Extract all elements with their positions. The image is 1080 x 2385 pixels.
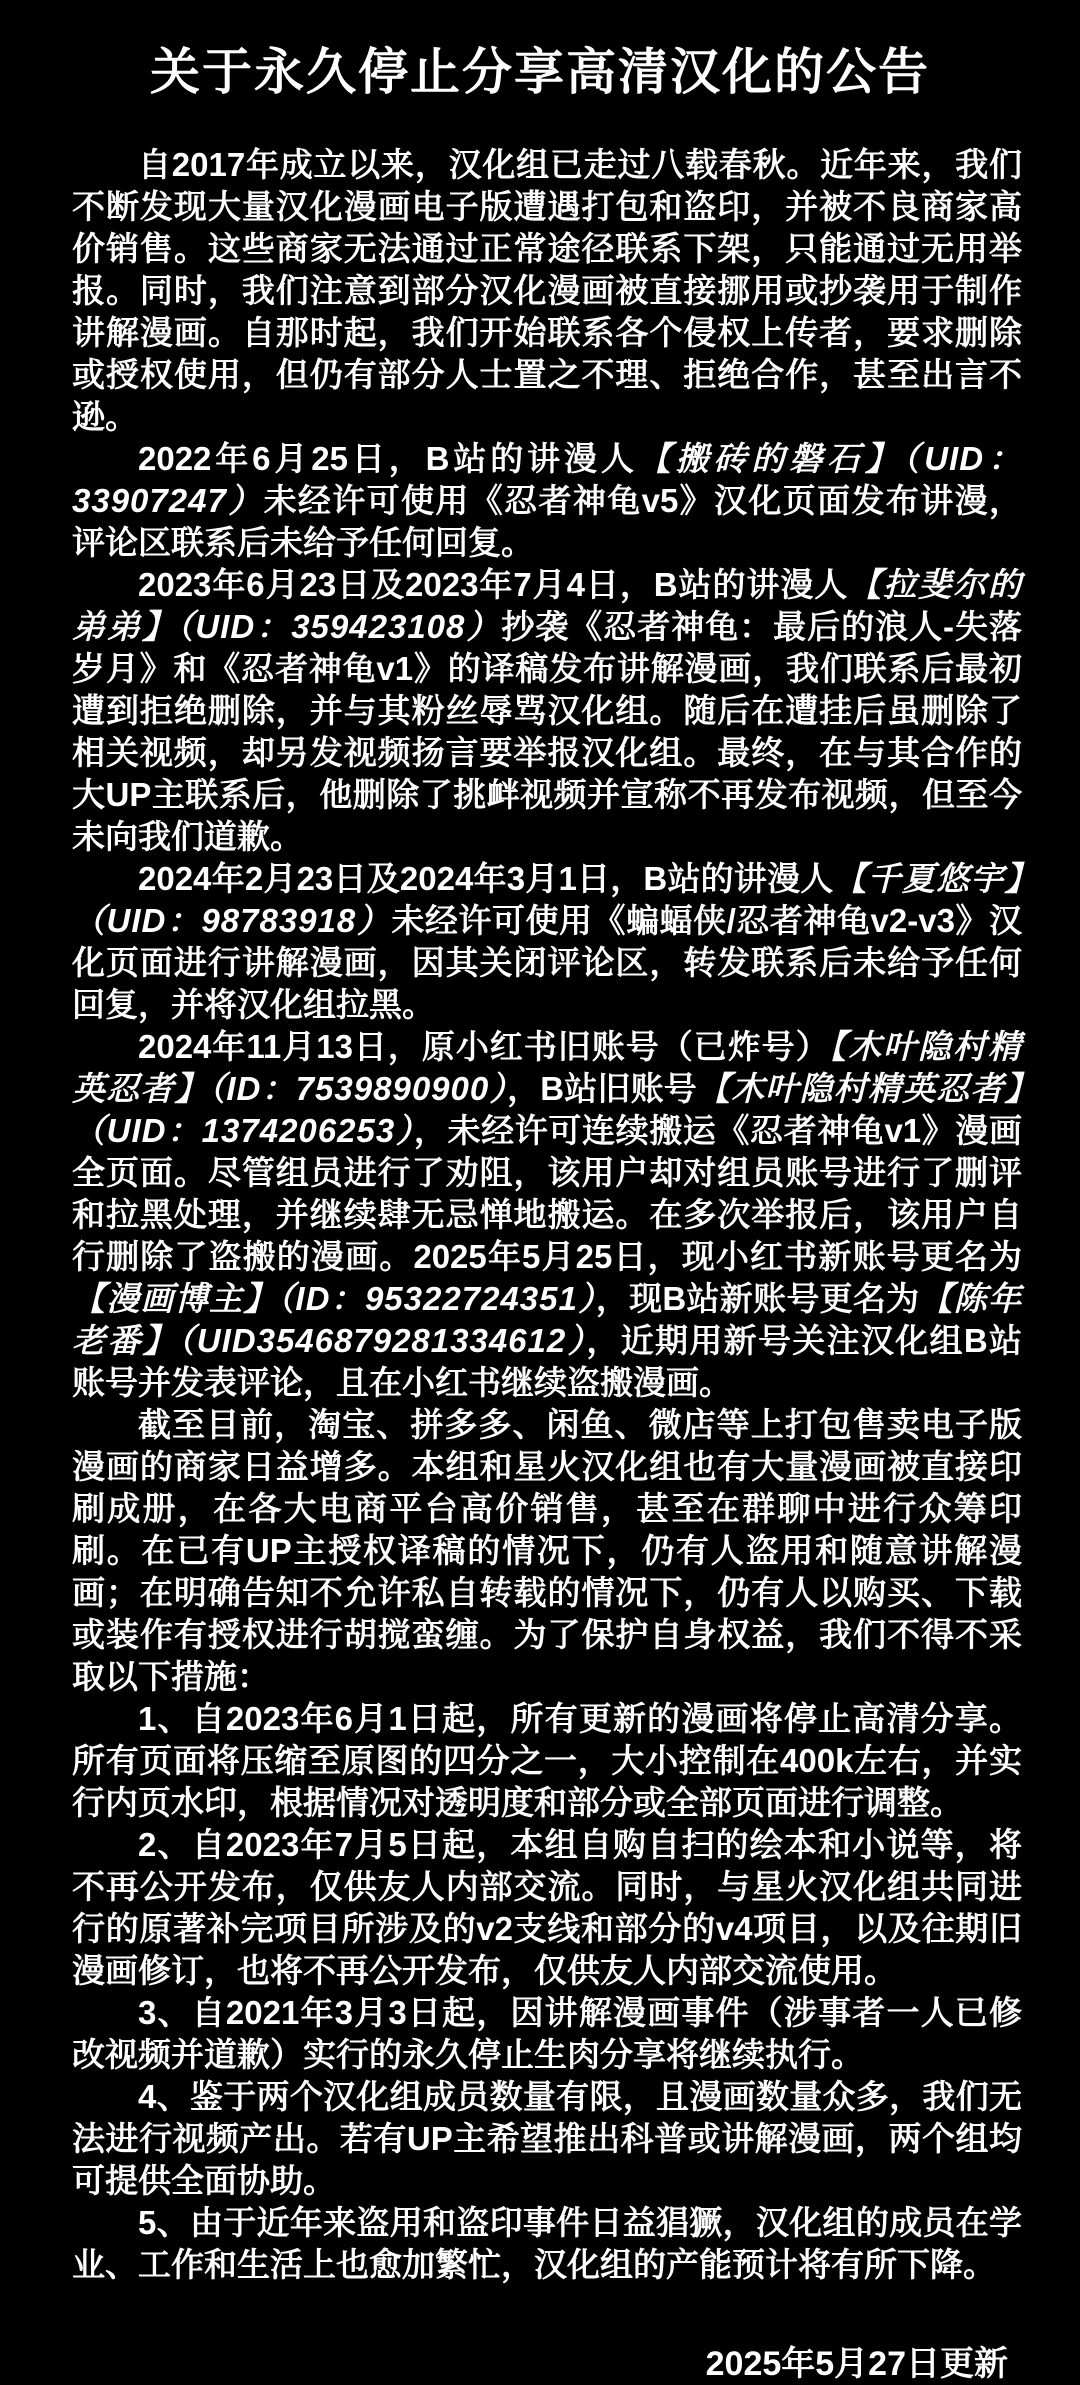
text-segment: ，现B站新账号更名为	[595, 1280, 920, 1317]
paragraph	[72, 1404, 1022, 1698]
text-segment: 2022年6月25日，B站的讲漫人	[138, 440, 638, 477]
text-segment: 2023年6月23日及2023年7月4日，B站的讲漫人	[138, 566, 849, 603]
text-segment: 自2017年成立以来，汉化组已走过八载春秋。近年来，我们不断发现大量汉化漫画电子版遭遇打包和盗印，并被不良商家高价销售。这些商家无法通过正常途径联系下架，只能通过无用举报。同时，我们注意到部分汉化漫画被直接挪用或抄袭用于制作讲解漫画。自那时起，我们开始联系各个侵权上传者，要求删除或授权使用，但仍有部分人士置之不理、拒绝合作，甚至出言不逊。	[72, 146, 1022, 435]
text-segment: 2024年2月23日及2024年3月1日，B站的讲漫人	[138, 860, 834, 897]
paragraph	[72, 858, 1022, 1026]
text-segment: 截至目前，淘宝、拼多多、闲鱼、微店等上打包售卖电子版漫画的商家日益增多。本组和星火汉化组也有大量漫画被直接印刷成册，在各大电商平台高价销售，甚至在群聊中进行众筹印刷。在已有UP主授权译稿的情况下，仍有人盗用和随意讲解漫画；在明确告知不允许私自转载的情况下，仍有人以购买、下载或装作有授权进行胡搅蛮缠。为了保护自身权益，我们不得不采取以下措施：	[72, 1406, 1022, 1695]
highlighted-account-name: 【千夏悠宇】（UID：98783918）	[72, 860, 1022, 939]
text-segment: ，B站旧账号	[507, 1070, 697, 1107]
highlighted-account-name: 【漫画博主】（ID：95322724351）	[72, 1280, 596, 1317]
paragraph	[72, 2202, 1022, 2286]
update-date: 2025年5月27日更新	[705, 2345, 1008, 2383]
highlighted-account-name: 【木叶隐村精英忍者】（UID：1374206253）	[72, 1070, 1022, 1149]
paragraph	[72, 1824, 1022, 1992]
highlighted-account-name: 【拉斐尔的弟弟】（UID：359423108）	[72, 566, 1023, 645]
highlighted-account-name: 【搬砖的磐石】（UID：33907247）	[72, 440, 1022, 519]
announcement-body	[0, 100, 1080, 2286]
highlighted-account-name: 【木叶隐村精英忍者】（ID：7539890900）	[72, 1028, 1023, 1107]
text-segment: 未经许可使用《忍者神龟v5》汉化页面发布讲漫，评论区联系后未给予任何回复。	[72, 482, 1022, 561]
text-segment: 未经许可使用《蝙蝠侠/忍者神龟v2-v3》汉化页面进行讲解漫画，因其关闭评论区，转发联系后未给予任何回复，并将汉化组拉黑。	[72, 902, 1023, 1023]
text-segment: 3、自2021年3月3日起，因讲解漫画事件（涉事者一人已修改视频并道歉）实行的永久停止生肉分享将继续执行。	[72, 1994, 1022, 2073]
text-segment: ，近期用新号关注汉化组B站账号并发表评论，且在小红书继续盗搬漫画。	[72, 1322, 1022, 1401]
paragraph	[72, 438, 1022, 564]
paragraph	[72, 2076, 1022, 2202]
text-segment: 2024年11月13日，原小红书旧账号（已炸号）	[138, 1028, 830, 1065]
paragraph	[72, 1698, 1022, 1824]
page-title: 关于永久停止分享高清汉化的公告	[150, 44, 930, 100]
paragraph	[72, 1992, 1022, 2076]
text-segment: ，未经许可连续搬运《忍者神龟v1》漫画全页面。尽管组员进行了劝阻，该用户却对组员账号进行了删评和拉黑处理，并继续肆无忌惮地搬运。在多次举报后，该用户自行删除了盗搬的漫画。2025年5月25日，现小红书新账号更名为	[72, 1112, 1022, 1275]
text-segment: 抄袭《忍者神龟：最后的浪人-失落岁月》和《忍者神龟v1》的译稿发布讲解漫画，我们联系后最初遭到拒绝删除，并与其粉丝辱骂汉化组。随后在遭挂后虽删除了相关视频，却另发视频扬言要举报汉化组。最终，在与其合作的大UP主联系后，他删除了挑衅视频并宣称不再发布视频，但至今未向我们道歉。	[72, 608, 1022, 855]
paragraph	[72, 564, 1022, 858]
text-segment: 1、自2023年6月1日起，所有更新的漫画将停止高清分享。所有页面将压缩至原图的四分之一，大小控制在400k左右，并实行内页水印，根据情况对透明度和部分或全部页面进行调整。	[72, 1700, 1022, 1821]
highlighted-account-name: 【陈年老番】（UID3546879281334612）	[72, 1280, 1022, 1359]
paragraph	[72, 1026, 1022, 1404]
text-segment: 5、由于近年来盗用和盗印事件日益猖獗，汉化组的成员在学业、工作和生活上也愈加繁忙，汉化组的产能预计将有所下降。	[72, 2204, 1022, 2283]
text-segment: 2、自2023年7月5日起，本组自购自扫的绘本和小说等，将不再公开发布，仅供友人内部交流。同时，与星火汉化组共同进行的原著补完项目所涉及的v2支线和部分的v4项目，以及往期旧漫画修订，也将不再公开发布，仅供友人内部交流使用。	[72, 1826, 1022, 1989]
paragraph	[72, 144, 1022, 438]
text-segment: 4、鉴于两个汉化组成员数量有限，且漫画数量众多，我们无法进行视频产出。若有UP主希望推出科普或讲解漫画，两个组均可提供全面协助。	[72, 2078, 1022, 2199]
